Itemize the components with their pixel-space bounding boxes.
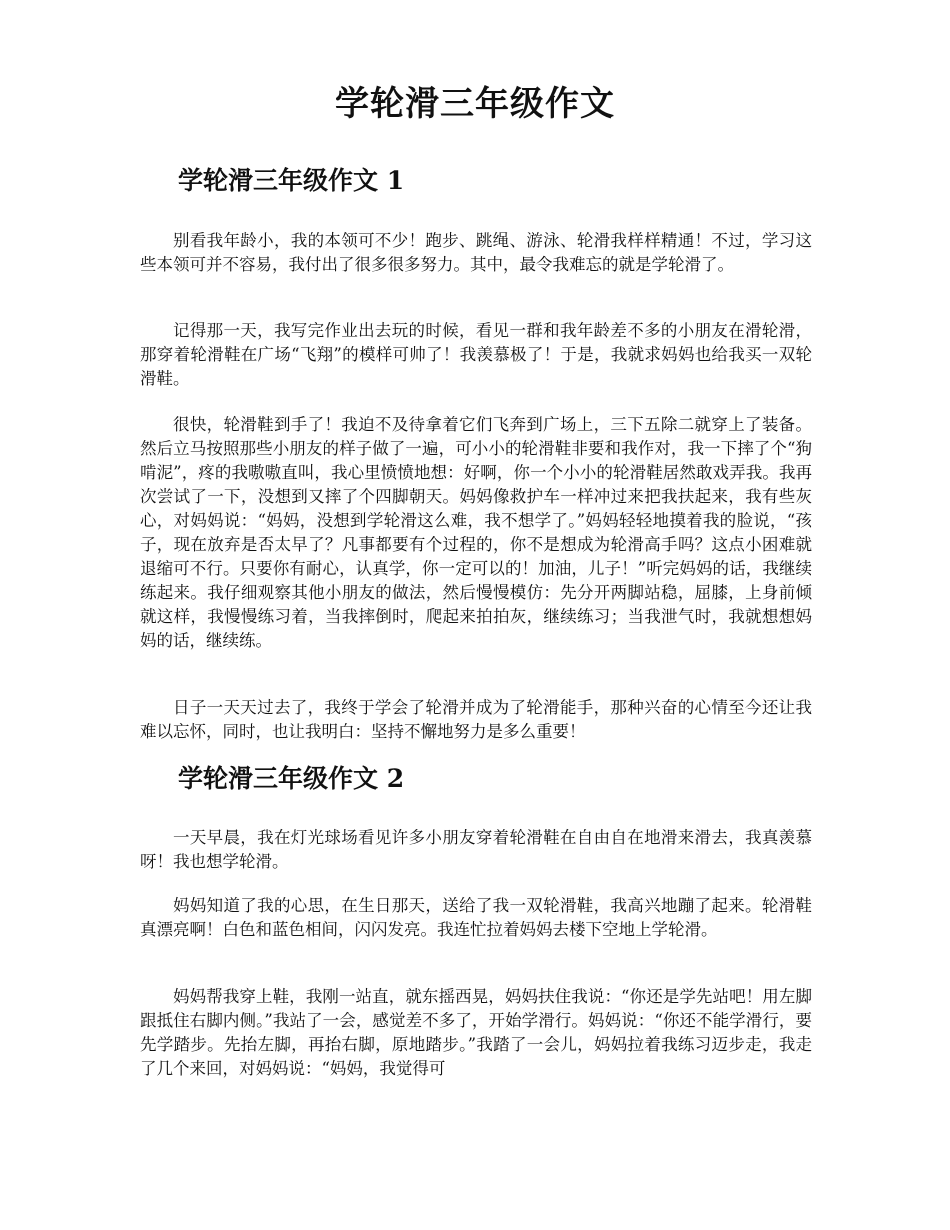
section-1-paragraph-1: 别看我年龄小，我的本领可不少！跑步、跳绳、游泳、轮滑我样样精通！不过，学习这些本领可并不容易，我付出了很多很多努力。其中，最令我难忘的就是学轮滑了。	[140, 231, 812, 274]
section-1-paragraph-3: 很快，轮滑鞋到手了！我迫不及待拿着它们飞奔到广场上，三下五除二就穿上了装备。然后立马按照那些小朋友的样子做了一遍，可小小的轮滑鞋非要和我作对，我一下摔了个“狗啃泥”，疼的我嗷嗷直叫，我心里愤愤地想：好啊，你一个小小的轮滑鞋居然敢戏弄我。我再次尝试了一下，没想到又摔了个四脚朝天。妈妈像救护车一样冲过来把我扶起来，我有些灰心，对妈妈说：“妈妈，没想到学轮滑这么难，我不想学了。”妈妈轻轻地摸着我的脸说，“孩子，现在放弃是否太早了？凡事都要有个过程的，你不是想成为轮滑高手吗？这点小困难就退缩可不行。只要你有耐心，认真学，你一定可以的！加油，儿子！”听完妈妈的话，我继续练起来。我仔细观察其他小朋友的做法，然后慢慢模仿：先分开两脚站稳，屈膝，上身前倾就这样，我慢慢练习着，当我摔倒时，爬起来拍拍灰，继续练习；当我泄气时，我就想想妈妈的话，继续练。	[140, 415, 812, 650]
section-2-paragraph-1: 一天早晨，我在灯光球场看见许多小朋友穿着轮滑鞋在自由自在地滑来滑去，我真羡慕呀！我也想学轮滑。	[140, 828, 812, 871]
section-2-paragraph-3: 妈妈帮我穿上鞋，我刚一站直，就东摇西晃，妈妈扶住我说：“你还是学先站吧！用左脚跟抵住右脚内侧。”我站了一会，感觉差不多了，开始学滑行。妈妈说：“你还不能学滑行，要先学踏步。先抬左脚，再抬右脚，原地踏步。”我踏了一会儿，妈妈拉着我练习迈步走，我走了几个来回，对妈妈说：“妈妈，我觉得可	[140, 987, 812, 1078]
section-2-heading: 学轮滑三年级作文 2	[178, 764, 405, 793]
section-1-paragraph-2: 记得那一天，我写完作业出去玩的时候，看见一群和我年龄差不多的小朋友在滑轮滑，那穿着轮滑鞋在广场“飞翔”的模样可帅了！我羡慕极了！于是，我就求妈妈也给我买一双轮滑鞋。	[140, 321, 812, 388]
section-2-paragraph-2: 妈妈知道了我的心思，在生日那天，送给了我一双轮滑鞋，我高兴地蹦了起来。轮滑鞋真漂亮啊！白色和蓝色相间，闪闪发亮。我连忙拉着妈妈去楼下空地上学轮滑。	[140, 896, 812, 939]
document-title: 学轮滑三年级作文	[335, 84, 615, 124]
section-1-paragraph-4: 日子一天天过去了，我终于学会了轮滑并成为了轮滑能手，那种兴奋的心情至今还让我难以忘怀，同时，也让我明白：坚持不懈地努力是多么重要！	[140, 698, 812, 741]
section-1-heading: 学轮滑三年级作文 1	[178, 166, 405, 195]
